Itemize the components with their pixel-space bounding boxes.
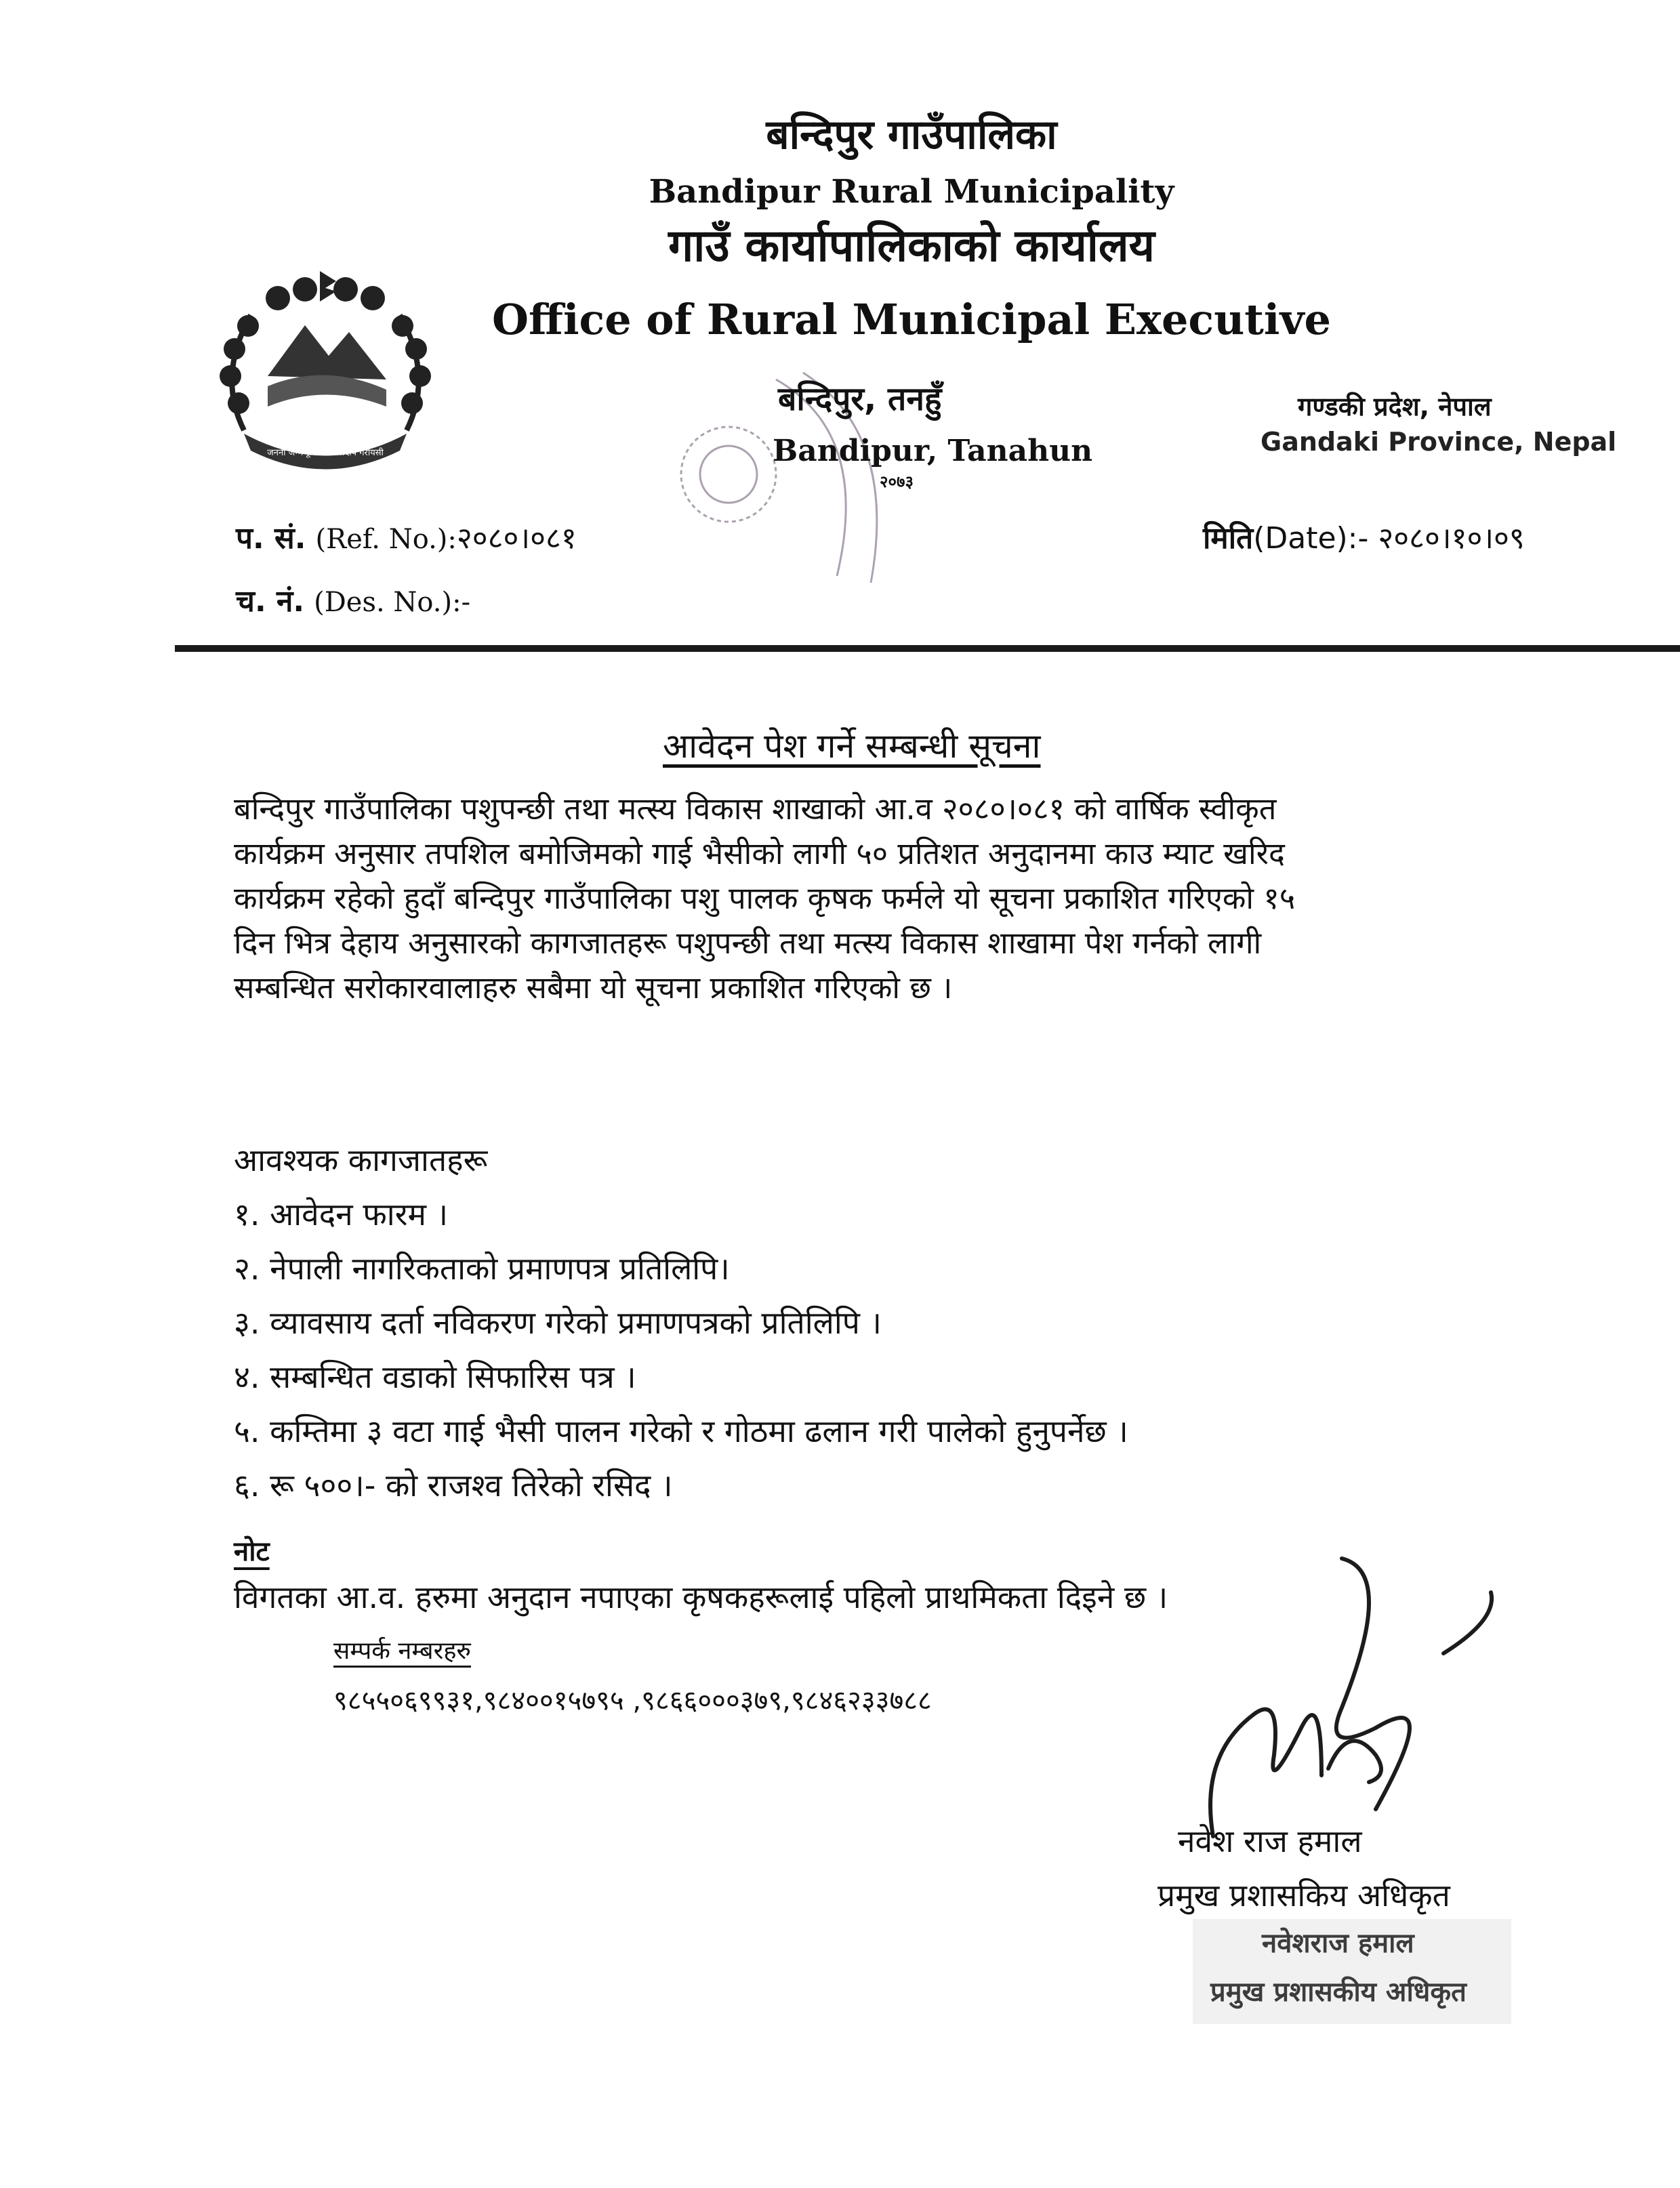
name-stamp: [1193, 1919, 1511, 2024]
place-ne: बन्दिपुर, तनहुँ: [778, 380, 942, 418]
date-label-ne: मिति: [1203, 521, 1254, 556]
paragraph-line: दिन भित्र देहाय अनुसारको कागजातहरू पशुपन्छी तथा मत्स्य विकास शाखामा पेश गर्नको लागी: [234, 925, 1262, 961]
notice-title: आवेदन पेश गर्ने सम्बन्धी सूचना: [663, 726, 1041, 766]
list-item: २. नेपाली नागरिकताको प्रमाणपत्र प्रतिलिपि।: [234, 1250, 730, 1287]
list-item: १. आवेदन फारम ।: [234, 1196, 449, 1233]
nepal-emblem-icon: [203, 261, 447, 478]
emblem-motto: जननी जन्मभूमिश्च स्वर्गादपि गरीयसी: [267, 448, 384, 458]
notice-paragraph: [234, 787, 1589, 1010]
contact-heading: सम्पर्क नम्बरहरु: [333, 1637, 471, 1665]
signature-icon: [1172, 1552, 1525, 1850]
header-divider: [175, 645, 1680, 652]
ref-no-value: २०८०।०८१: [456, 521, 577, 556]
des-no-row: [236, 579, 470, 620]
date-label-en: (Date):-: [1253, 521, 1369, 556]
contact-numbers: ९८५५०६९९३१,९८४००१५७९५ ,९८६६०००३७९,९८४६२३३७८८: [333, 1685, 932, 1716]
des-label-ne: च. नं.: [236, 584, 305, 619]
established-year: २०७३: [880, 472, 914, 491]
docs-list: [234, 1193, 1128, 1518]
office-name-en: Office of Rural Municipal Executive: [492, 295, 1331, 344]
signatory-designation: प्रमुख प्रशासकिय अधिकृत: [1157, 1877, 1450, 1914]
date-value: २०८०।१०।०९: [1378, 521, 1525, 556]
municipality-name-en: Bandipur Rural Municipality: [649, 173, 1174, 211]
docs-heading: आवश्यक कागजातहरू: [234, 1142, 488, 1178]
province-en: Gandaki Province, Nepal: [1261, 427, 1617, 457]
stamp-designation: प्रमुख प्रशासकीय अधिकृत: [1210, 1977, 1467, 2008]
date-row: [1203, 516, 1525, 557]
ref-label-ne: प. सं.: [236, 521, 306, 556]
list-item: ५. कम्तिमा ३ वटा गाई भैसी पालन गरेको र गोठमा ढलान गरी पालेको हुनुपर्नेछ ।: [234, 1413, 1128, 1449]
ref-label-en: (Ref. No.):: [315, 524, 457, 555]
note-heading: नोट: [234, 1536, 270, 1567]
list-item: ३. व्यावसाय दर्ता नविकरण गरेको प्रमाणपत्रको प्रतिलिपि ।: [234, 1304, 882, 1341]
paragraph-line: कार्यक्रम अनुसार तपशिल बमोजिमको गाई भैसीको लागी ५० प्रतिशत अनुदानमा काउ म्याट खरिद: [234, 835, 1285, 871]
stamp-name: नवेशराज हमाल: [1262, 1928, 1414, 1959]
paragraph-line: बन्दिपुर गाउँपालिका पशुपन्छी तथा मत्स्य विकास शाखाको आ.व २०८०।०८१ को वार्षिक स्वीकृत: [234, 791, 1277, 827]
list-item: ६. रू ५००।- को राजश्व तिरेको रसिद ।: [234, 1467, 673, 1504]
note-text: विगतका आ.व. हरुमा अनुदान नपाएका कृषकहरूलाई पहिलो प्राथमिकता दिइने छ ।: [234, 1579, 1168, 1615]
office-name-ne: गाउँ कार्यापालिकाको कार्यालय: [668, 220, 1155, 272]
municipality-name-ne: बन्दिपुर गाउँपालिका: [766, 111, 1057, 159]
paragraph-line: सम्बन्धित सरोकारवालाहरु सबैमा यो सूचना प्रकाशित गरिएको छ ।: [234, 970, 953, 1006]
place-en: Bandipur, Tanahun: [773, 434, 1093, 468]
paragraph-line: कार्यक्रम रहेको हुदाँ बन्दिपुर गाउँपालिका पशु पालक कृषक फर्मले यो सूचना प्रकाशित गरिएको १५: [234, 880, 1296, 916]
province-ne: गण्डकी प्रदेश, नेपाल: [1298, 392, 1492, 421]
des-label-en: (Des. No.):-: [314, 587, 471, 618]
list-item: ४. सम्बन्धित वडाको सिफारिस पत्र ।: [234, 1359, 636, 1395]
ref-no-row: [236, 516, 577, 557]
signatory-name: नवेश राज हमाल: [1178, 1823, 1362, 1859]
